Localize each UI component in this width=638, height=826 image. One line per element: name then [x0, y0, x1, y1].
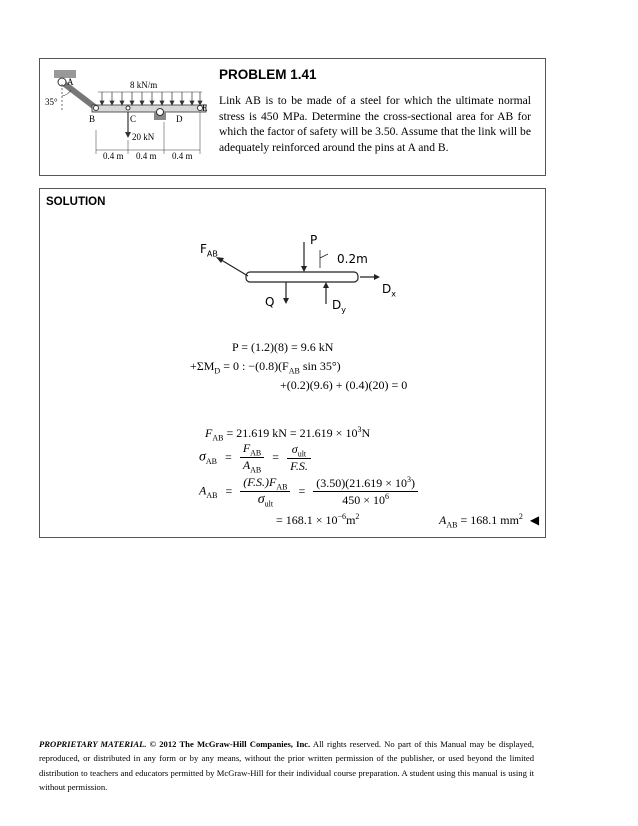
label-b: B: [89, 114, 96, 124]
equation-fab: $F_{AB} = 21.619$ kN = $21.619 \times 10^3N$: [205, 425, 371, 443]
load-label: 8 kN/m: [130, 80, 158, 90]
distributed-load-arrows: [100, 92, 202, 105]
force-label: 20 kN: [132, 132, 155, 142]
equation-moment-cont: +(0.2)(9.6) + (0.4)(20) = 0: [280, 378, 408, 392]
fbd-dx-label: $D_x$: [382, 282, 396, 299]
pin-b: [94, 106, 99, 111]
solution-heading: SOLUTION: [46, 196, 106, 208]
dim-label-1: 0.4 m: [103, 151, 124, 161]
equation-p: P = (1.2)(8) = 9.6 kN: [232, 340, 334, 354]
fbd-dist-label: 0.2m: [337, 252, 368, 266]
equation-stress: $\sigma_{AB}$ = $\frac{F_{AB}}{A_{AB}}$ = $\frac{\sigma_{ult}}{F.S.}$: [199, 441, 311, 475]
fbd-fab-label: $F_{AB}$: [200, 242, 218, 259]
final-answer: $A_{AB} = 168.1$ $mm^2$ ◀: [439, 512, 540, 530]
fab-arrow: [218, 258, 248, 276]
label-d: D: [176, 114, 183, 124]
angle-label: 35°: [45, 97, 58, 107]
beam: [92, 105, 206, 112]
dim-label-2: 0.4 m: [136, 151, 157, 161]
equation-area: $A_{AB}$ = $\frac{(F.S.)F_{AB}}{\sigma_{ult}}$ = $\frac{(3.50)(21.619 \times 10^3)}{450 \times 10^6}$: [199, 475, 418, 509]
equation-moment: $+\Sigma M_D = 0$ : $-(0.8)(F_{AB}$ sin 35°): [190, 359, 341, 376]
fbd-p-label: P: [310, 233, 318, 247]
problem-statement: Link AB is to be made of a steel for which the ultimate normal stress is 450 MPa. Determine the cross-sectional area for AB for which the factor of safety will be 3.50. Assume that the link will be adequately reinforced around the pins at A and B.: [219, 94, 531, 154]
footer-notice: PROPRIETARY MATERIAL. © 2012 The McGraw-Hill Companies, Inc. All rights reserved. No part of this Manual may be displayed, reproduced, or distributed in any form or by any means, without the prior written permission of the publisher, or used beyond the limited distribution to teachers and educators permitted by McGraw-Hill for their individual course preparation. A student using this manual is using it without permission.: [39, 739, 534, 793]
answer-marker-icon: ◀: [529, 513, 540, 527]
fbd-dy-label: $D_y$: [332, 298, 346, 315]
free-body-diagram: [190, 232, 390, 315]
equation-result: = $168.1 \times 10^{-6}m^2$: [276, 512, 360, 527]
fbd-q-label: Q: [265, 295, 275, 309]
problem-title: PROBLEM 1.41: [219, 67, 317, 82]
label-a: A: [67, 77, 74, 87]
label-e: E: [202, 103, 208, 113]
dim-label-3: 0.4 m: [172, 151, 193, 161]
label-c: C: [130, 114, 137, 124]
